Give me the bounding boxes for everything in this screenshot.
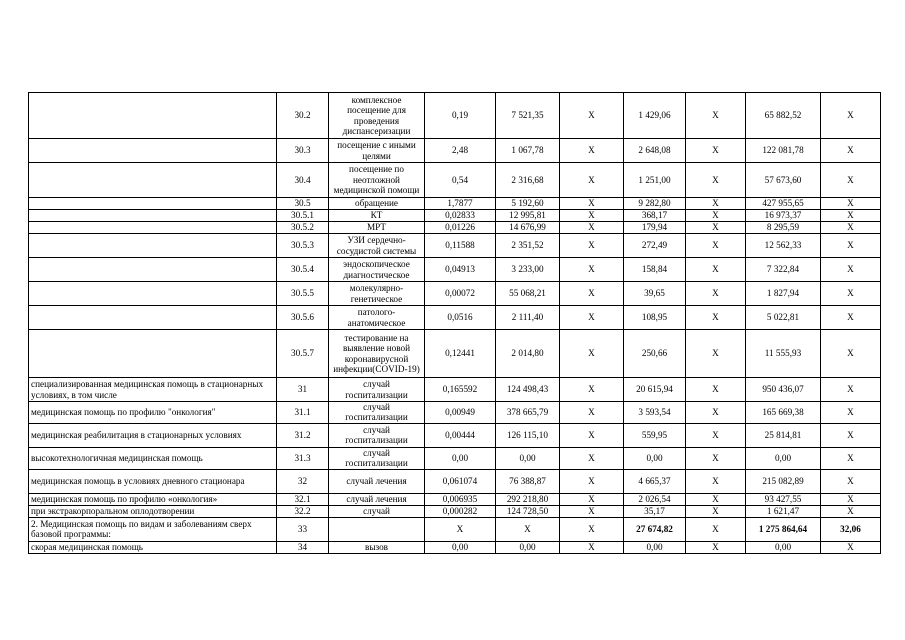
value-per-capita-cell: 250,66	[624, 330, 686, 378]
share-cell: X	[821, 423, 881, 447]
norm-cell: X	[425, 517, 496, 541]
x-cell: X	[686, 378, 746, 402]
value-per-capita-cell: 368,17	[624, 210, 686, 222]
cost-cell: 3 233,00	[496, 258, 560, 282]
x-cell: X	[560, 378, 624, 402]
norm-cell: 0,00072	[425, 282, 496, 306]
row-name-cell	[29, 222, 277, 234]
row-number-cell: 30.2	[277, 93, 329, 139]
table-row	[29, 93, 881, 139]
x-cell: X	[686, 258, 746, 282]
total-value-cell: 93 427,55	[746, 493, 821, 505]
share-cell: X	[821, 306, 881, 330]
row-number-cell: 31.2	[277, 423, 329, 447]
value-per-capita-cell: 0,00	[624, 541, 686, 553]
x-cell: X	[560, 330, 624, 378]
x-cell: X	[560, 541, 624, 553]
x-cell: X	[686, 493, 746, 505]
unit-cell: вызов	[329, 541, 425, 553]
total-value-cell: 165 669,38	[746, 402, 821, 424]
row-name-cell: специализированная медицинская помощь в стационарных условиях, в том числе	[29, 378, 277, 402]
total-value-cell: 7 322,84	[746, 258, 821, 282]
share-cell: X	[821, 541, 881, 553]
total-value-cell: 0,00	[746, 541, 821, 553]
unit-cell: случай лечения	[329, 469, 425, 493]
x-cell: X	[686, 517, 746, 541]
row-name-cell: при экстракорпоральном оплодотворении	[29, 505, 277, 517]
table-row	[29, 139, 881, 163]
value-per-capita-cell: 20 615,94	[624, 378, 686, 402]
total-value-cell: 122 081,78	[746, 139, 821, 163]
cost-cell: 76 388,87	[496, 469, 560, 493]
share-cell: X	[821, 93, 881, 139]
share-cell: X	[821, 447, 881, 469]
x-cell: X	[560, 493, 624, 505]
table-row	[29, 505, 881, 517]
x-cell: X	[686, 423, 746, 447]
unit-cell: посещение с иными целями	[329, 139, 425, 163]
value-per-capita-cell: 2 648,08	[624, 139, 686, 163]
value-per-capita-cell: 272,49	[624, 234, 686, 258]
share-cell: X	[821, 258, 881, 282]
row-name-cell	[29, 234, 277, 258]
share-cell: X	[821, 378, 881, 402]
cost-cell: 2 014,80	[496, 330, 560, 378]
value-per-capita-cell: 559,95	[624, 423, 686, 447]
table-body	[29, 93, 881, 554]
x-cell: X	[686, 282, 746, 306]
norm-cell: 0,0516	[425, 306, 496, 330]
value-per-capita-cell: 35,17	[624, 505, 686, 517]
row-number-cell: 30.5.6	[277, 306, 329, 330]
row-name-cell: медицинская помощь по профилю «онкология»	[29, 493, 277, 505]
row-name-cell: медицинская помощь в условиях дневного стационара	[29, 469, 277, 493]
x-cell: X	[686, 505, 746, 517]
unit-cell: комплексное посещение для проведения диспансеризации	[329, 93, 425, 139]
table-row	[29, 330, 881, 378]
row-number-cell: 30.4	[277, 163, 329, 198]
x-cell: X	[560, 258, 624, 282]
x-cell: X	[560, 517, 624, 541]
value-per-capita-cell: 158,84	[624, 258, 686, 282]
row-number-cell: 30.5.2	[277, 222, 329, 234]
x-cell: X	[686, 139, 746, 163]
x-cell: X	[560, 198, 624, 210]
cost-cell: 378 665,79	[496, 402, 560, 424]
cost-cell: 126 115,10	[496, 423, 560, 447]
row-name-cell	[29, 198, 277, 210]
value-per-capita-cell: 1 251,00	[624, 163, 686, 198]
row-name-cell	[29, 93, 277, 139]
unit-cell: КТ	[329, 210, 425, 222]
total-value-cell: 215 082,89	[746, 469, 821, 493]
value-per-capita-cell: 2 026,54	[624, 493, 686, 505]
norm-cell: 0,01226	[425, 222, 496, 234]
norm-cell: 0,00	[425, 541, 496, 553]
norm-cell: 0,11588	[425, 234, 496, 258]
norm-cell: 0,19	[425, 93, 496, 139]
share-cell: X	[821, 234, 881, 258]
norm-cell: 0,00949	[425, 402, 496, 424]
row-name-cell	[29, 210, 277, 222]
x-cell: X	[560, 282, 624, 306]
x-cell: X	[686, 210, 746, 222]
table-row	[29, 402, 881, 424]
share-cell: X	[821, 139, 881, 163]
row-name-cell	[29, 163, 277, 198]
cost-cell: 0,00	[496, 541, 560, 553]
cost-cell: 2 111,40	[496, 306, 560, 330]
unit-cell: молекулярно-генетическое	[329, 282, 425, 306]
table-row	[29, 163, 881, 198]
share-cell: X	[821, 493, 881, 505]
table-row	[29, 378, 881, 402]
total-value-cell: 12 562,33	[746, 234, 821, 258]
row-number-cell: 30.5.4	[277, 258, 329, 282]
cost-cell: 2 351,52	[496, 234, 560, 258]
value-per-capita-cell: 3 593,54	[624, 402, 686, 424]
table-row	[29, 541, 881, 553]
row-name-cell: высокотехнологичная медицинская помощь	[29, 447, 277, 469]
row-number-cell: 30.5.3	[277, 234, 329, 258]
row-name-cell	[29, 330, 277, 378]
share-cell: X	[821, 330, 881, 378]
x-cell: X	[686, 402, 746, 424]
cost-cell: 7 521,35	[496, 93, 560, 139]
x-cell: X	[686, 469, 746, 493]
unit-cell: МРТ	[329, 222, 425, 234]
row-name-cell: 2. Медицинская помощь по видам и заболеваниям сверх базовой программы:	[29, 517, 277, 541]
x-cell: X	[560, 139, 624, 163]
unit-cell: случай	[329, 505, 425, 517]
table-row	[29, 222, 881, 234]
row-number-cell: 32.2	[277, 505, 329, 517]
norm-cell: 0,061074	[425, 469, 496, 493]
table-row	[29, 258, 881, 282]
total-value-cell: 57 673,60	[746, 163, 821, 198]
x-cell: X	[686, 93, 746, 139]
unit-cell: случай госпитализации	[329, 378, 425, 402]
share-cell: X	[821, 198, 881, 210]
unit-cell: УЗИ сердечно-сосудистой системы	[329, 234, 425, 258]
value-per-capita-cell: 1 429,06	[624, 93, 686, 139]
unit-cell: эндоскопическое диагностическое	[329, 258, 425, 282]
row-number-cell: 33	[277, 517, 329, 541]
x-cell: X	[686, 163, 746, 198]
total-value-cell: 5 022,81	[746, 306, 821, 330]
row-number-cell: 30.5	[277, 198, 329, 210]
share-cell: X	[821, 505, 881, 517]
norm-cell: 0,54	[425, 163, 496, 198]
row-number-cell: 31.3	[277, 447, 329, 469]
share-cell: X	[821, 469, 881, 493]
value-per-capita-cell: 179,94	[624, 222, 686, 234]
cost-cell: 1 067,78	[496, 139, 560, 163]
table-row	[29, 306, 881, 330]
row-number-cell: 31	[277, 378, 329, 402]
norm-cell: 0,006935	[425, 493, 496, 505]
value-per-capita-cell: 4 665,37	[624, 469, 686, 493]
x-cell: X	[686, 306, 746, 330]
total-value-cell: 8 295,59	[746, 222, 821, 234]
total-value-cell: 1 621,47	[746, 505, 821, 517]
total-value-cell: 65 882,52	[746, 93, 821, 139]
share-cell: X	[821, 222, 881, 234]
x-cell: X	[560, 234, 624, 258]
norm-cell: 0,00444	[425, 423, 496, 447]
row-name-cell	[29, 282, 277, 306]
unit-cell: случай госпитализации	[329, 423, 425, 447]
norm-cell: 0,000282	[425, 505, 496, 517]
norm-cell: 2,48	[425, 139, 496, 163]
medical-care-table	[28, 92, 881, 554]
row-name-cell: скорая медицинская помощь	[29, 541, 277, 553]
x-cell: X	[686, 234, 746, 258]
total-value-cell: 0,00	[746, 447, 821, 469]
table-row	[29, 210, 881, 222]
total-value-cell: 1 827,94	[746, 282, 821, 306]
total-value-cell: 1 275 864,64	[746, 517, 821, 541]
unit-cell: тестирование на выявление новой коронавирусной инфекции(COVID-19)	[329, 330, 425, 378]
x-cell: X	[560, 423, 624, 447]
x-cell: X	[686, 447, 746, 469]
norm-cell: 0,12441	[425, 330, 496, 378]
x-cell: X	[560, 93, 624, 139]
x-cell: X	[686, 541, 746, 553]
value-per-capita-cell: 108,95	[624, 306, 686, 330]
unit-cell: случай госпитализации	[329, 402, 425, 424]
unit-cell: случай лечения	[329, 493, 425, 505]
row-name-cell	[29, 258, 277, 282]
share-cell: X	[821, 163, 881, 198]
row-name-cell: медицинская помощь по профилю "онкология"	[29, 402, 277, 424]
table-row	[29, 282, 881, 306]
row-number-cell: 30.5.5	[277, 282, 329, 306]
table-row	[29, 493, 881, 505]
unit-cell: посещение по неотложной медицинской помощи	[329, 163, 425, 198]
table-row	[29, 198, 881, 210]
cost-cell: X	[496, 517, 560, 541]
row-name-cell	[29, 139, 277, 163]
share-cell: X	[821, 282, 881, 306]
table-row	[29, 234, 881, 258]
share-cell: X	[821, 402, 881, 424]
table-row	[29, 447, 881, 469]
cost-cell: 0,00	[496, 447, 560, 469]
total-value-cell: 950 436,07	[746, 378, 821, 402]
row-number-cell: 31.1	[277, 402, 329, 424]
x-cell: X	[560, 402, 624, 424]
norm-cell: 0,04913	[425, 258, 496, 282]
x-cell: X	[560, 210, 624, 222]
share-cell: 32,06	[821, 517, 881, 541]
x-cell: X	[560, 505, 624, 517]
total-value-cell: 427 955,65	[746, 198, 821, 210]
cost-cell: 124 498,43	[496, 378, 560, 402]
row-number-cell: 32	[277, 469, 329, 493]
total-value-cell: 25 814,81	[746, 423, 821, 447]
x-cell: X	[560, 306, 624, 330]
row-number-cell: 34	[277, 541, 329, 553]
cost-cell: 124 728,50	[496, 505, 560, 517]
unit-cell: случай госпитализации	[329, 447, 425, 469]
value-per-capita-cell: 39,65	[624, 282, 686, 306]
row-number-cell: 32.1	[277, 493, 329, 505]
x-cell: X	[560, 447, 624, 469]
unit-cell: патолого-анатомическое	[329, 306, 425, 330]
x-cell: X	[686, 198, 746, 210]
norm-cell: 0,165592	[425, 378, 496, 402]
norm-cell: 1,7877	[425, 198, 496, 210]
value-per-capita-cell: 27 674,82	[624, 517, 686, 541]
x-cell: X	[686, 222, 746, 234]
unit-cell: обращение	[329, 198, 425, 210]
norm-cell: 0,02833	[425, 210, 496, 222]
row-number-cell: 30.5.7	[277, 330, 329, 378]
unit-cell	[329, 517, 425, 541]
x-cell: X	[560, 163, 624, 198]
share-cell: X	[821, 210, 881, 222]
value-per-capita-cell: 9 282,80	[624, 198, 686, 210]
row-number-cell: 30.3	[277, 139, 329, 163]
cost-cell: 12 995,81	[496, 210, 560, 222]
norm-cell: 0,00	[425, 447, 496, 469]
total-value-cell: 11 555,93	[746, 330, 821, 378]
row-name-cell	[29, 306, 277, 330]
cost-cell: 14 676,99	[496, 222, 560, 234]
row-name-cell: медицинская реабилитация в стационарных условиях	[29, 423, 277, 447]
cost-cell: 2 316,68	[496, 163, 560, 198]
x-cell: X	[560, 469, 624, 493]
total-value-cell: 16 973,37	[746, 210, 821, 222]
table-row	[29, 517, 881, 541]
x-cell: X	[560, 222, 624, 234]
cost-cell: 5 192,60	[496, 198, 560, 210]
value-per-capita-cell: 0,00	[624, 447, 686, 469]
x-cell: X	[686, 330, 746, 378]
cost-cell: 292 218,80	[496, 493, 560, 505]
row-number-cell: 30.5.1	[277, 210, 329, 222]
cost-cell: 55 068,21	[496, 282, 560, 306]
table-row	[29, 469, 881, 493]
table-row	[29, 423, 881, 447]
